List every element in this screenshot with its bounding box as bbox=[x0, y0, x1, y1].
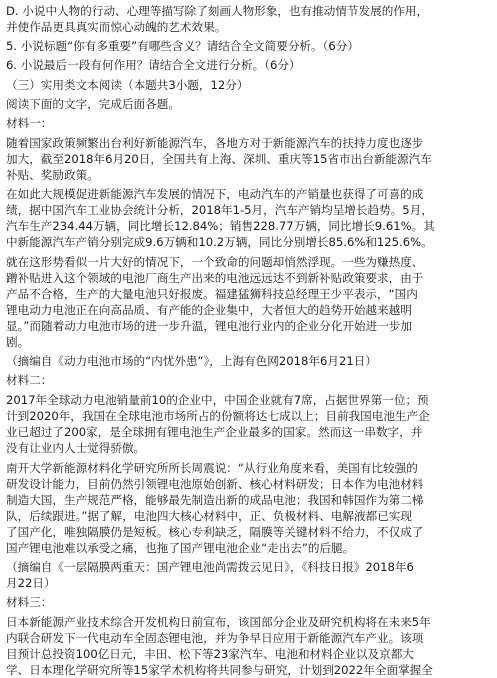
text-line: 计到2020年，我国在全球电池市场所占的份额将达七成以上；目前我国电池生产企 bbox=[6, 409, 430, 423]
text-line: 研发设计能力，目前仍然引领锂电池原始创新、核心材料研发；日本作为电池材料 bbox=[6, 477, 424, 491]
text-line: 加大，截至2018年6月20日，全国共有上海、深圳、重庆等15省市出台新能源汽车 bbox=[6, 152, 432, 166]
text-line: 材料三： bbox=[6, 595, 53, 609]
text-line: （三）实用类文本阅读（本题共3小题，12分） bbox=[6, 78, 249, 92]
text-line: 材料二： bbox=[6, 373, 53, 387]
text-line: 内联合研发下一代电动车全固态锂电池，并为争早日应用于新能源汽车产业。该项 bbox=[6, 631, 424, 645]
text-line: 补贴、奖励政策。 bbox=[6, 168, 99, 182]
text-line: 产品不合格，生产的大量电池只好报废。福建猛狮科技总经理王少平表示，“国内 bbox=[6, 287, 418, 301]
text-line: 6. 小说最后一段有何作用？请结合全文进行分析。（6分） bbox=[6, 58, 301, 72]
text-line: 并使作品更具真实而惊心动魄的艺术效果。 bbox=[6, 20, 227, 34]
text-line: 锂电动力电池正在向高品质、有产能的企业集中，大者恒大的趋势开始越来越明 bbox=[6, 303, 412, 317]
text-line: 绩，据中国汽车工业协会统计分析，2018年1-5月，汽车产销均呈增长趋势。5月， bbox=[6, 203, 433, 217]
text-line: 蹭补贴进入这个领域的电池厂商生产出来的电池远远达不到新补贴政策要求，由于 bbox=[6, 271, 424, 285]
text-line: 2017年全球动力电池销量前10的企业中，中国企业就有7席，占据世界第一位；预 bbox=[6, 393, 429, 407]
text-line: 没有让业内人士觉得骄傲。 bbox=[6, 441, 146, 455]
text-line: 剧。 bbox=[6, 335, 30, 349]
text-line: 目预计总投资100亿日元，丰田、松下等23家汽车、电池和材料企业以及京都大 bbox=[6, 647, 414, 661]
text-line: 了国产化，唯独隔膜仍是短板。核心专利缺乏，隔膜等关键材料不给力，不仅成了 bbox=[6, 525, 424, 539]
text-line: （摘编自《动力电池市场的“内忧外患”》，上海有色网2018年6月21日） bbox=[6, 354, 377, 368]
text-line: 汽车生产234.44万辆，同比增长12.84%；销售228.77万辆，同比增长9.61%。其 bbox=[6, 219, 435, 233]
text-line: 阅读下面的文字，完成后面各题。 bbox=[6, 97, 180, 111]
text-line: 国产锂电池难以承受之痛，也拖了国产锂电池企业“走出去”的后腿。 bbox=[6, 541, 355, 555]
text-line: 随着国家政策频繁出台利好新能源汽车，各地方对于新能源汽车的扶持力度也逐步 bbox=[6, 136, 424, 150]
text-line: 中新能源汽车产销分别完成9.6万辆和10.2万辆，同比分别增长85.6%和125.6%。 bbox=[6, 235, 433, 249]
text-line: 在如此大规模促进新能源汽车发展的情况下，电动汽车的产销量也获得了可喜的成 bbox=[6, 187, 424, 201]
text-line: 学、日本理化学研究所等15家学术机构将共同参与研究，计划到2022年全面掌握全 bbox=[6, 663, 433, 677]
text-line: 就在这形势看似一片大好的情况下，一个致命的问题却悄然浮现。一些为赚热度、 bbox=[6, 255, 424, 269]
text-line: 队，后续跟进。”据了解，电池四大核心材料中，正、负极材料、电解液都已实现 bbox=[6, 509, 412, 523]
text-line: 业已超过了200家，是全球拥有锂电池生产企业最多的国家。然而这一串数字，并 bbox=[6, 425, 423, 439]
text-line: 材料一： bbox=[6, 116, 53, 130]
text-line: 5. 小说标题“你有多重要”有哪些含义？请结合全文简要分析。（6分） bbox=[6, 39, 359, 53]
text-line: （摘编自《一层隔膜两重天：国产锂电池尚需拨云见日》，《科技日报》2018年6 bbox=[6, 560, 414, 574]
text-line: 制造大国，生产规范严格，能够最先制造出新的成品电池；我国和韩国作为第二梯 bbox=[6, 493, 424, 507]
text-line: 显。”而随着动力电池市场的进一步升温，锂电池行业内的企业分化开始进一步加 bbox=[6, 319, 412, 333]
text-line: 月22日） bbox=[6, 576, 56, 590]
text-line: 南开大学新能源材料化学研究所所长周震说：“从行业角度来看，美国有比较强的 bbox=[6, 461, 418, 475]
text-line: 日本新能源产业技术综合开发机构日前宣布，该国部分企业及研究机构将在未来5年 bbox=[6, 615, 431, 629]
text-line: D. 小说中人物的行动、心理等描写除了刻画人物形象，也有推动情节发展的作用， bbox=[6, 4, 429, 18]
